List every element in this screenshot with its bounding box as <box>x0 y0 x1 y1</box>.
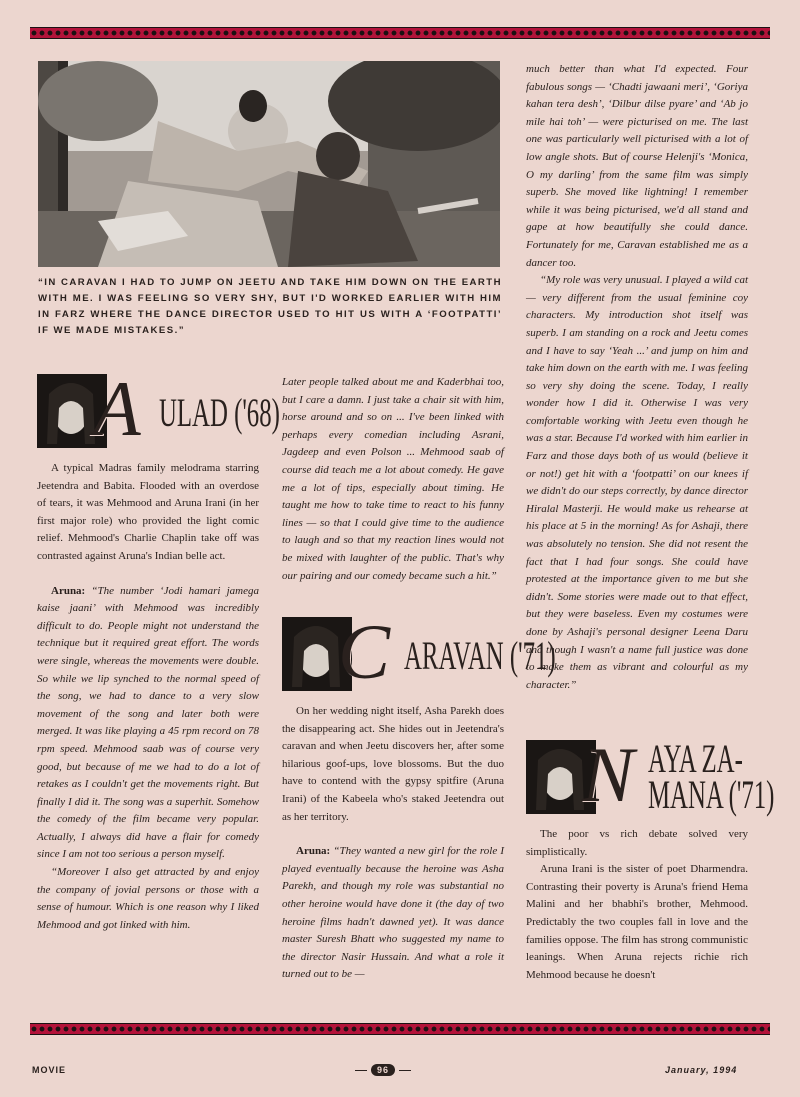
page-number-value: 96 <box>371 1064 395 1076</box>
paragraph: The poor vs rich debate solved very simplistically. <box>526 828 748 858</box>
paragraph-quote <box>282 843 504 984</box>
paragraph: “My role was very unusual. I played a wild cat — very different from the usual feminine coy characters. My introduction shot itself was superb. I am standing on a rock and Jeetu comes and I have to say ‘Yeah ...’ and jump on him and take him down on the earth with me. I was feeling so very shy doing the scene. Today, I really wonder how I did it. Otherwise I was very comfortable working with Jeetu even though he was a star. Because I'd worked with him earlier in Farz and those days both of us would (believe it or not!) get hit with a ‘footpatti’ on our knees if we didn't do our steps correctly, by dance director Hiralal Masterji. He would make us rehearse at his place at 5 in the morning! As for Ashaji, there was absolutely no tension. She did not resent the fact that I had four songs. She could have protested at the importance given to me but she didn't. Some stories were made out to that effect, but they were baseless. Even my costumes were done by Ashaji's personal designer Leena Daru and though I wasn't a name full justice was done to make them as vibrant and colourful as my character.” <box>526 274 748 691</box>
paragraph: Later people talked about me and Kaderbhai too, but I care a damn. I just take a chair sit with him, horse around and so on ... I've been linked with perhaps every comedian including Asrani, Jagdeep and even Polson ... Mehmood saab of course did teach me a lot about comedy. He gave me a lot of tips, especially about timing. He taught me how to take time to react to his funny lines — so that I could give time to the audience to laugh and so that my reaction lines would not be mixed with laughter of the public. That's why our pairing and our comedy became such a hit.” <box>282 376 504 582</box>
paragraph: much better than what I'd expected. Four fabulous songs — ‘Chadti jawaani meri’, ‘Goriya kahan tera desh’, ‘Dilbur dilse pyare’ and ‘Ab jo mile hai toh’ — were picturised on me. The last one was particularly well picturised with a lot of low angle shots. But of course Helenji's ‘Monica, O my darling’ from the same film was simply superb. She moved like lightning! I remember while it was being picturised, we'd all stand and gape at how beautifully she could dance. Fortunately for me, Caravan established me as a dancer too. <box>526 63 748 269</box>
drop-initial: N <box>582 731 635 818</box>
film-still-illustration <box>38 61 500 267</box>
section-heading-aulad <box>37 365 280 452</box>
paragraph: A typical Madras family melodrama starring Jeetendra and Babita. Flooded with an overdose of tears, it was Mehmood and Aruna Irani (in her first major role) who provided the light comic relief. Mehmood's Charlie Chaplin take off was contrasted against Aruna's Indian belle act. <box>37 462 259 562</box>
speaker-label: Aruna: <box>51 584 86 597</box>
column-2 <box>282 374 504 585</box>
section-title-line1: AYA ZA- <box>648 736 743 781</box>
top-decorative-border <box>30 27 770 39</box>
drop-initial: A <box>93 365 141 452</box>
column-1 <box>37 365 280 934</box>
quote-text: “The number ‘Jodi hamari jamega kaise jaani’ with Mehmood was incredibly difficult to do. People might not understand the technique but it required great effort. The words were single, whereas the movements were double. So while we lip synched to the normal speed of the song, we had to dance to a very slow movement of the song and later both were merged. It was like playing a 45 rpm record on 78 rpm speed. Mehmood saab was of course very good, but because of me we had to do a lot of retakes as I couldn't get the movements right. But finally I did it. The song was a superhit. Somehow the comedy of the film became very popular. Actually, I always did have a flair for comedy since I am not too serious a person myself. <box>37 584 259 861</box>
page-number <box>355 1064 411 1076</box>
column-3 <box>526 61 748 694</box>
column-2-caravan <box>282 608 556 984</box>
section-heading-caravan <box>282 608 556 695</box>
section-title: ULAD ('68) <box>159 390 280 435</box>
section-title: ARAVAN ('71) <box>404 633 556 678</box>
bottom-decorative-border <box>30 1023 770 1035</box>
film-still-photo <box>38 61 500 267</box>
paragraph-quote <box>37 583 259 865</box>
section-title-line2: MANA ('71) <box>648 772 775 817</box>
quote-text: “They wanted a new girl for the role I played eventually because the heroine was Asha Parekh, and though my role was substantial no other heroine would have done it (the day of two heroine films hadn't dawned yet). It was dance master Suresh Bhatt who suggested my name to the director Nasir Hussain. And what a role it turned out to be — <box>282 845 504 981</box>
section-heading-naya-zamana <box>526 731 775 818</box>
photo-caption: “IN CARAVAN I HAD TO JUMP ON JEETU AND TAKE HIM DOWN ON THE EARTH WITH ME. I WAS FEELING SO VERY SHY, BUT I'D WORKED EARLIER WITH HIM IN FARZ WHERE THE DANCE DIRECTOR USED TO HIT US WITH A ‘FOOTPATTI’ IF WE MADE MISTAKES.” <box>38 277 502 336</box>
magazine-name: MOVIE <box>32 1065 67 1075</box>
paragraph: On her wedding night itself, Asha Parekh does the disappearing act. She hides out in Jeetendra's caravan and when Jeetu discovers her, after some hilarious goof-ups, love blossoms. But the duo have to contend with the gypsy spitfire (Aruna Irani) of the Kabeela who's staked Jeetendra out as her territory. <box>282 705 504 823</box>
speaker-label: Aruna: <box>296 845 331 858</box>
drop-initial: C <box>338 608 391 695</box>
issue-date: January, 1994 <box>665 1065 738 1075</box>
paragraph: “Moreover I also get attracted by and enjoy the company of jovial persons or those with a sense of humour. Which is one reason why I liked Mehmood and got linked with him. <box>37 866 259 931</box>
column-3-nayazamana <box>526 731 775 984</box>
paragraph: Aruna Irani is the sister of poet Dharmendra. Contrasting their poverty is Aruna's friend Hema Malini and her bhabhi's brother, Mehmood. Predictably the two couples fall in love and the families oppose. The film has strong communistic leanings. When Aruna rejects richie rich Mehmood because he doesn't <box>526 863 748 981</box>
